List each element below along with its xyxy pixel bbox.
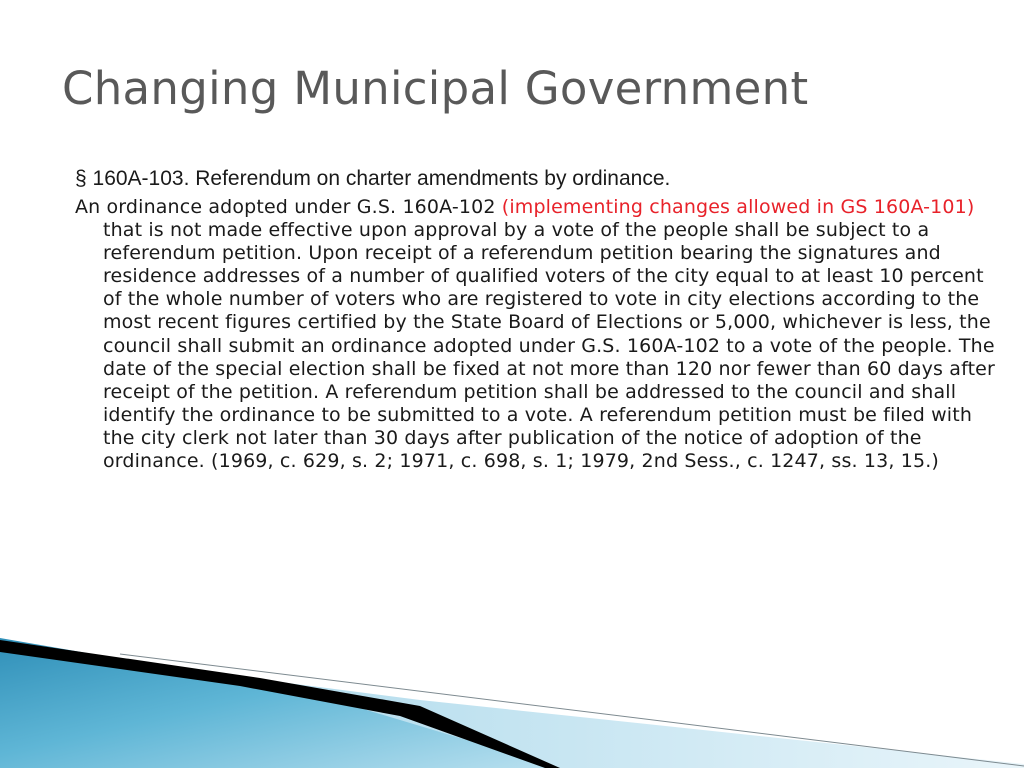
statute-highlight-text: (implementing changes allowed in GS 160A-101) bbox=[501, 196, 975, 218]
slide-title: Changing Municipal Government bbox=[62, 62, 809, 115]
statute-body-text-start: An ordinance adopted under G.S. 160A-102 bbox=[75, 196, 502, 218]
statute-heading: § 160A-103. Referendum on charter amendments by ordinance. bbox=[75, 167, 671, 190]
footer-decoration bbox=[0, 638, 1024, 768]
statute-body bbox=[75, 196, 1008, 473]
statute-body-text-end: that is not made effective upon approval by a vote of the people shall be subject to a referendum petition. Upon receipt of a referendum petition bearing the signatures and residence addresses of a number of qualified voters of the city equal to at least 10 percent of the whole number of voters who are registered to vote in city elections according to the most recent figures certified by the State Board of Elections or 5,000, whichever is less, the council shall submit an ordinance adopted under G.S. 160A-102 to a vote of the people. The date of the special election shall be fixed at not more than 120 nor fewer than 60 days after receipt of the petition. A referendum petition shall be addressed to the council and shall identify the ordinance to be submitted to a vote. A referendum petition must be filed with the city clerk not later than 30 days after publication of the notice of adoption of the ordinance. (1969, c. 629, s. 2; 1971, c. 698, s. 1; 1979, 2nd Sess., c. 1247, ss. 13, 15.) bbox=[103, 219, 995, 473]
